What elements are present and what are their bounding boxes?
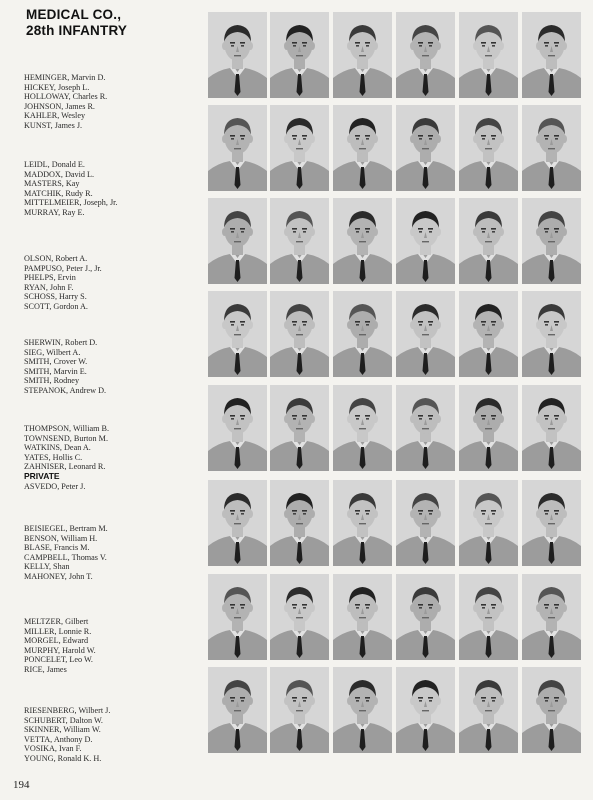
person-name: ASVEDO, Peter J. [24,481,86,491]
person-name: THOMPSON, William B. [24,424,110,433]
portrait-photo [270,198,329,284]
person-name: SKINNER, William W. [24,725,101,735]
portrait-photo [396,198,455,284]
person-name: YATES, Hollis C. [24,452,83,462]
person-name: SMITH, Marvin E. [24,366,87,376]
person-name: WATKINS, Dean A. [24,443,91,453]
portrait-photo [522,105,581,191]
portrait-photo [459,480,518,566]
portrait-photo [396,291,455,377]
portrait-photo [270,385,329,471]
portrait-photo [522,12,581,98]
portrait-photo [333,291,392,377]
person-name: STEPANOK, Andrew D. [24,385,107,395]
portrait-row [208,574,580,661]
portrait-photo [208,667,267,753]
person-name: SCHUBERT, Dalton W. [24,715,103,725]
person-name: TOWNSEND, Burton M. [24,433,108,443]
portrait-photo [333,667,392,753]
portrait-photo [333,198,392,284]
person-name: MADDOX, David L. [24,169,95,179]
portrait-photo [522,574,581,660]
portrait-photo [459,574,518,660]
portrait-photo [459,12,518,98]
person-name: MAHONEY, John T. [24,571,93,581]
person-name: ZAHNISER, Leonard R. [24,462,106,472]
name-list-5 [24,424,204,491]
portrait-row [208,105,580,192]
person-name: MITTELMEIER, Joseph, Jr. [24,198,118,208]
name-list-8 [24,706,204,764]
person-name: KELLY, Shan [24,562,70,572]
portrait-photo [208,291,267,377]
rank-subheading: PRIVATE [24,470,60,481]
portrait-photo [396,667,455,753]
name-list-6 [24,524,204,582]
portrait-row [208,291,580,378]
portrait-photo [333,574,392,660]
person-name: JOHNSON, James R. [24,101,95,111]
portrait-photo [208,198,267,284]
portrait-photo [208,385,267,471]
person-name: SMITH, Rodney [24,376,80,386]
portrait-photo [208,574,267,660]
portrait-photo [522,198,581,284]
person-name: VETTA, Anthony D. [24,734,93,744]
person-name: SMITH, Crover W. [24,357,88,367]
portrait-photo [333,105,392,191]
person-name: BEISIEGEL, Bertram M. [24,524,108,533]
portrait-photo [396,480,455,566]
person-name: PHELPS, Ervin [24,273,76,283]
person-name: RYAN, John F. [24,282,74,292]
portrait-photo [396,105,455,191]
person-name: BENSON, William H. [24,533,98,543]
person-name: SIEG, Wilbert A. [24,347,81,357]
heading-line-1: MEDICAL CO., [26,7,122,22]
person-name: HEMINGER, Marvin D. [24,73,106,82]
portrait-photo [208,480,267,566]
portrait-photo [270,291,329,377]
person-name: SCHOSS, Harry S. [24,292,87,302]
person-name: RICE, James [24,664,67,674]
person-name: MORGEL, Edward [24,636,89,646]
portrait-photo [459,198,518,284]
page-heading [26,7,127,39]
portrait-photo [208,105,267,191]
portrait-photo [522,667,581,753]
person-name: VOSIKA, Ivan F. [24,744,82,754]
portrait-photo [270,667,329,753]
name-list-4 [24,338,204,396]
person-name: OLSON, Robert A. [24,254,88,263]
person-name: RIESENBERG, Wilbert J. [24,706,111,715]
portrait-photo [396,385,455,471]
portrait-photo [459,385,518,471]
name-list-7 [24,617,204,675]
portrait-photo [333,385,392,471]
person-name: SCOTT, Gordon A. [24,301,88,311]
portrait-photo [208,12,267,98]
portrait-photo [333,480,392,566]
portrait-photo [270,105,329,191]
person-name: MELTZER, Gilbert [24,617,89,626]
name-list-1 [24,73,204,131]
portrait-row [208,385,580,472]
portrait-photo [396,12,455,98]
portrait-row [208,667,580,754]
portrait-photo [270,574,329,660]
person-name: HICKEY, Joseph L. [24,82,90,92]
person-name: SHERWIN, Robert D. [24,338,98,347]
portrait-photo [270,480,329,566]
heading-line-2: 28th INFANTRY [26,23,128,38]
person-name: MILLER, Lonnie R. [24,626,92,636]
portrait-photo [396,574,455,660]
portrait-photo [522,385,581,471]
name-list-2 [24,160,204,218]
portrait-row [208,480,580,567]
person-name: BLASE, Francis M. [24,543,90,553]
portrait-photo [522,480,581,566]
person-name: CAMPBELL, Thomas V. [24,552,107,562]
person-name: MURRAY, Ray E. [24,207,85,217]
portrait-photo [522,291,581,377]
person-name: MASTERS, Kay [24,179,80,189]
name-list-3 [24,254,204,312]
person-name: LEIDL, Donald E. [24,160,85,169]
portrait-row [208,12,580,99]
portrait-photo [459,667,518,753]
person-name: PONCELET, Leo W. [24,655,93,665]
person-name: YOUNG, Ronald K. H. [24,753,102,763]
page-number: 194 [13,779,30,791]
person-name: KUNST, James J. [24,120,83,130]
person-name: HOLLOWAY, Charles R. [24,92,108,102]
portrait-photo [459,105,518,191]
portrait-photo [270,12,329,98]
person-name: MATCHIK, Rudy R. [24,188,93,198]
person-name: MURPHY, Harold W. [24,645,96,655]
person-name: PAMPUSO, Peter J., Jr. [24,263,102,273]
portrait-photo [333,12,392,98]
portrait-row [208,198,580,285]
person-name: KAHLER, Wesley [24,111,86,121]
portrait-photo [459,291,518,377]
